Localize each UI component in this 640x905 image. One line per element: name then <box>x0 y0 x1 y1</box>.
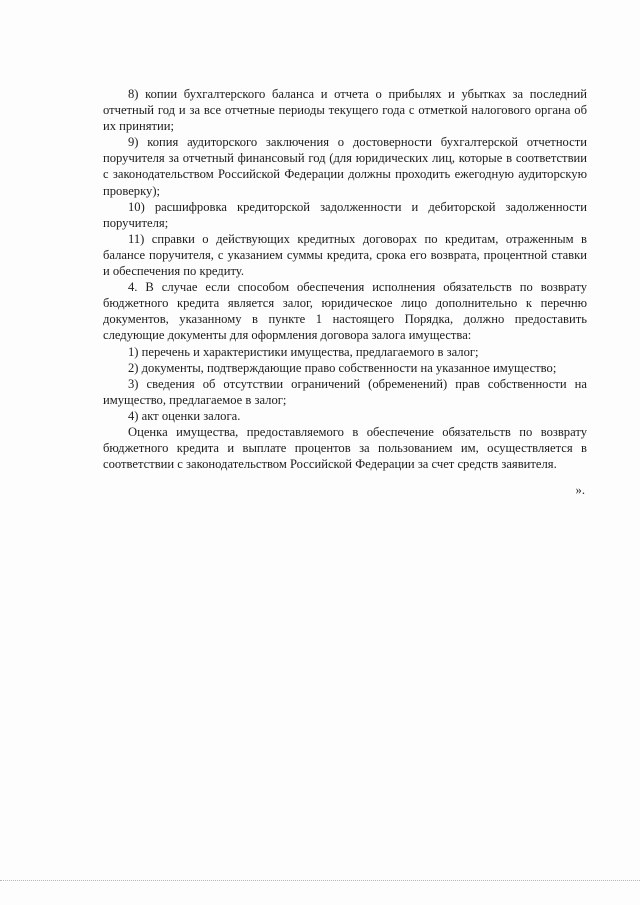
paragraph-subitem-4: 4) акт оценки залога. <box>128 408 241 423</box>
closing-quote-mark: ». <box>575 483 585 498</box>
document-body <box>103 86 587 498</box>
paragraph-item-10: 10) расшифровка кредиторской задолженности и дебиторской задолженности поручителя; <box>103 199 587 230</box>
paragraph-subitem-1: 1) перечень и характеристики имущества, предлагаемого в залог; <box>128 344 479 359</box>
paragraph-item-9: 9) копия аудиторского заключения о достоверности бухгалтерской отчетности поручителя за отчетный финансовый год (для юридических лиц, которые в соответствии с законодательством Российской Федерации должны проходить ежегодную аудиторскую проверку); <box>103 135 587 198</box>
scan-edge-line <box>0 880 640 881</box>
paragraph-subitem-3: 3) сведения об отсутствии ограничений (обременений) прав собственности на имущество, предлагаемое в залог; <box>103 376 587 407</box>
paragraph-subitem-2: 2) документы, подтверждающие право собственности на указанное имущество; <box>128 360 557 375</box>
paragraph-valuation: Оценка имущества, предоставляемого в обеспечение обязательств по возврату бюджетного кредита и выплате процентов за пользованием им, осуществляется в соответствии с законодательством Российской Федерации за счет средств заявителя. <box>103 424 587 472</box>
paragraph-item-8: 8) копии бухгалтерского баланса и отчета о прибылях и убытках за последний отчетный год и за все отчетные периоды текущего года с отметкой налогового органа об их принятии; <box>103 87 587 134</box>
paragraph-item-11: 11) справки о действующих кредитных договорах по кредитам, отраженным в балансе поручителя, с указанием суммы кредита, срока его возврата, процентной ставки и обеспечения по кредиту. <box>103 231 587 279</box>
paragraph-clause-4: 4. В случае если способом обеспечения исполнения обязательств по возврату бюджетного кредита является залог, юридическое лицо дополнительно к перечню документов, указанному в пункте 1 настоящего Порядка, должно предоставить следующие документы для оформления договора залога имущества: <box>103 280 587 343</box>
